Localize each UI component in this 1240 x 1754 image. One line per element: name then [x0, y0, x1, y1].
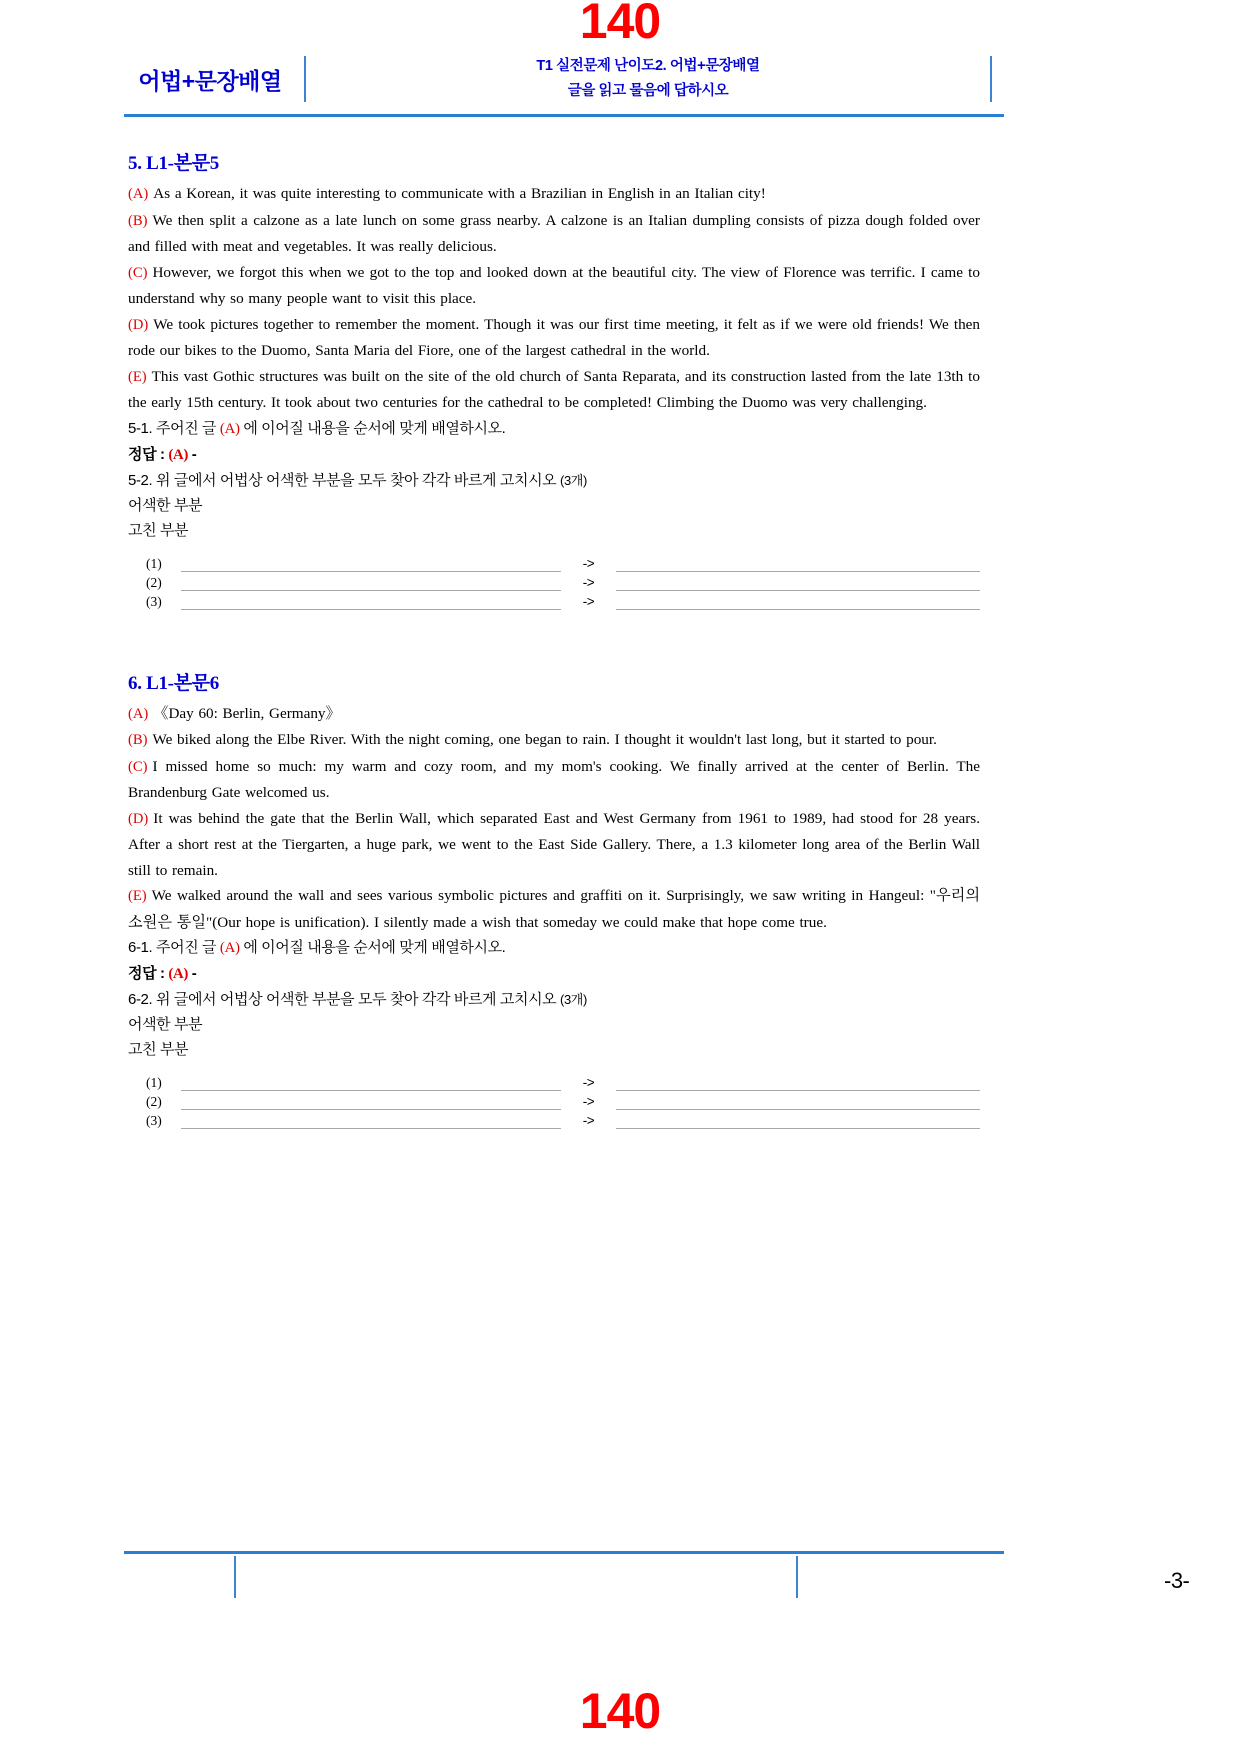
question-block-6 — [128, 668, 980, 1130]
answer-row-5-1 — [128, 442, 980, 468]
corrected-part-label-6: 고친 부분 — [128, 1041, 189, 1058]
answer-blank-row — [140, 553, 980, 572]
page-footer — [124, 1556, 1190, 1606]
header-title-block — [306, 54, 990, 105]
answer-label-5-1: 정답 : — [128, 445, 169, 463]
passage-6-D — [128, 806, 980, 884]
passage-label-5-E: (E) — [128, 368, 147, 385]
blank-row-number: (1) — [146, 555, 162, 571]
passage-label-5-A: (A) — [128, 186, 149, 202]
passage-label-6-E: (E) — [128, 888, 147, 904]
passage-6-E — [128, 883, 980, 935]
answer-blank-row — [140, 1091, 980, 1110]
arrow-icon: -> — [582, 555, 595, 571]
arrow-icon: -> — [582, 1094, 595, 1109]
passage-label-6-D: (D) — [128, 810, 149, 827]
subquestion-6-2-count: (3개) — [560, 992, 587, 1007]
answer-value-6-1: - — [187, 965, 197, 982]
passage-6-C — [128, 754, 980, 806]
passage-label-6-B: (B) — [128, 732, 148, 748]
passage-5-E — [128, 364, 980, 416]
footer-tick-left — [234, 1556, 236, 1598]
arrow-icon: -> — [582, 1113, 595, 1128]
blank-row-number: (2) — [146, 574, 162, 590]
footer-tick-right — [796, 1556, 798, 1598]
passage-6-A — [128, 701, 980, 728]
passage-5-D — [128, 312, 980, 364]
passage-5-C — [128, 260, 980, 312]
answer-blank-rows-5 — [140, 553, 980, 610]
question-block-5 — [128, 148, 980, 610]
header-rule — [124, 114, 1004, 117]
subquestion-5-1-pre: 5-1. 주어진 글 — [128, 419, 220, 437]
question-title-6: 6. L1-본문6 — [128, 672, 220, 694]
subquestion-5-1 — [128, 416, 980, 442]
blank-input-awkward[interactable] — [181, 1076, 561, 1091]
arrow-icon: -> — [582, 574, 595, 590]
corrected-part-label-5: 고친 부분 — [128, 521, 189, 539]
subquestion-5-1-post: 에 이어질 내용을 순서에 맞게 배열하시오. — [239, 419, 506, 437]
passage-label-6-C: (C) — [128, 758, 148, 775]
content-area — [128, 148, 980, 1129]
blank-input-corrected[interactable] — [616, 595, 980, 610]
subquestion-6-1-ref: (A) — [219, 940, 240, 956]
passage-text-6-E: We walked around the wall and sees various symbolic pictures and graffiti on it. Surprisingly, we saw writing in Hangeul: "우리의 소원은 통일"(Our hope is unification). I silently made a wish that someday we could make that hope come true. — [128, 887, 980, 931]
answer-blank-row — [140, 591, 980, 610]
blank-row-number: (3) — [146, 1113, 162, 1128]
blank-row-number: (2) — [146, 1094, 162, 1109]
header-subject-label: 어법+문장배열 — [138, 67, 282, 94]
header-title-line2: 글을 읽고 물음에 답하시오 — [567, 83, 729, 99]
passage-text-6-B: We biked along the Elbe River. With the night coming, one began to rain. I thought it wouldn't last long, but it started to pour. — [152, 731, 937, 748]
header-title-line1: T1 실전문제 난이도2. 어법+문장배열 — [536, 57, 760, 74]
awkward-part-label-5: 어색한 부분 — [128, 496, 203, 514]
passage-text-5-C: However, we forgot this when we got to the top and looked down at the beautiful city. The view of Florence was terrific. I came to understand why so many people want to visit this place. — [128, 263, 980, 307]
answer-blank-row — [140, 572, 980, 591]
blank-input-corrected[interactable] — [616, 557, 980, 572]
subquestion-5-2-count: (3개) — [560, 472, 587, 488]
passage-label-6-A: (A) — [128, 705, 149, 722]
page-number-bottom: 140 — [579, 1683, 661, 1739]
footer-page-label: -3- — [1164, 1568, 1190, 1593]
arrow-icon: -> — [582, 593, 595, 609]
answer-blank-rows-6 — [140, 1072, 980, 1129]
passage-text-5-D: We took pictures together to remember the moment. Though it was our first time meeting, it felt as if we were old friends! We then rode our bikes to the Duomo, Santa Maria del Fiore, one of the largest cathedral in the world. — [128, 315, 980, 359]
subquestion-6-1-pre: 6-1. 주어진 글 — [128, 939, 220, 956]
passage-label-5-C: (C) — [128, 264, 148, 281]
awkward-part-label-6: 어색한 부분 — [128, 1016, 203, 1033]
question-title-5: 5. L1-본문5 — [128, 153, 220, 174]
passage-text-6-A: 《Day 60: Berlin, Germany》 — [153, 704, 341, 722]
blank-input-awkward[interactable] — [181, 557, 561, 572]
blank-input-corrected[interactable] — [616, 1076, 980, 1091]
subquestion-6-2-main: 6-2. 위 글에서 어법상 어색한 부분을 모두 찾아 각각 바르게 고치시오 — [128, 991, 561, 1008]
subquestion-6-1-post: 에 이어질 내용을 순서에 맞게 배열하시오. — [239, 939, 506, 956]
answer-blank-row — [140, 1072, 980, 1091]
subquestion-5-1-ref: (A) — [219, 420, 240, 437]
passage-5-A — [128, 181, 980, 208]
subquestion-5-2 — [128, 468, 980, 493]
header-divider-right — [990, 56, 992, 102]
answer-blank-row — [140, 1110, 980, 1129]
blank-row-number: (1) — [146, 1075, 162, 1090]
blank-input-corrected[interactable] — [616, 1114, 980, 1129]
answer-ref-5-1: (A) — [168, 446, 188, 463]
passage-5-B — [128, 208, 980, 260]
arrow-icon: -> — [582, 1075, 595, 1090]
passage-6-B — [128, 727, 980, 754]
passage-text-6-D: It was behind the gate that the Berlin Wall, which separated East and West Germany from 1961 to 1989, had stood for 28 years. After a short rest at the Tiergarten, a huge park, we went to the East Side Gallery. There, a 1.3 kilometer long area of the Berlin Wall still to remain. — [128, 809, 980, 879]
blank-input-corrected[interactable] — [616, 576, 980, 591]
footer-rule — [124, 1551, 1004, 1554]
subquestion-6-2 — [128, 987, 980, 1012]
passage-text-5-E: This vast Gothic structures was built on the site of the old church of Santa Reparata, and its construction lasted from the late 13th to the early 15th century. It took about two centuries for the cathedral to be completed! Climbing the Duomo was very challenging. — [128, 367, 980, 411]
blank-input-corrected[interactable] — [616, 1095, 980, 1110]
passage-label-5-B: (B) — [128, 212, 148, 229]
subquestion-5-2-main: 5-2. 위 글에서 어법상 어색한 부분을 모두 찾아 각각 바르게 고치시오 — [128, 471, 561, 489]
passage-label-5-D: (D) — [128, 316, 149, 333]
passage-text-5-A: As a Korean, it was quite interesting to communicate with a Brazilian in English in an Italian city! — [153, 185, 766, 202]
section-spacer — [128, 610, 980, 668]
blank-input-awkward[interactable] — [181, 1114, 561, 1129]
blank-input-awkward[interactable] — [181, 1095, 561, 1110]
blank-row-number: (3) — [146, 593, 162, 609]
answer-value-5-1: - — [187, 445, 197, 463]
answer-ref-6-1: (A) — [168, 966, 188, 982]
answer-label-6-1: 정답 : — [128, 965, 169, 982]
blank-input-awkward[interactable] — [181, 576, 561, 591]
page-number-top: 140 — [579, 0, 661, 49]
page-header — [124, 48, 1000, 110]
passage-text-5-B: We then split a calzone as a late lunch on some grass nearby. A calzone is an Italian dumpling consists of pizza dough folded over and filled with meat and vegetables. It was really delicious. — [128, 211, 980, 255]
answer-row-6-1 — [128, 961, 980, 987]
subquestion-6-1 — [128, 935, 980, 961]
blank-input-awkward[interactable] — [181, 595, 561, 610]
passage-text-6-C: I missed home so much: my warm and cozy room, and my mom's cooking. We finally arrived at the center of Berlin. The Brandenburg Gate welcomed us. — [128, 757, 980, 801]
